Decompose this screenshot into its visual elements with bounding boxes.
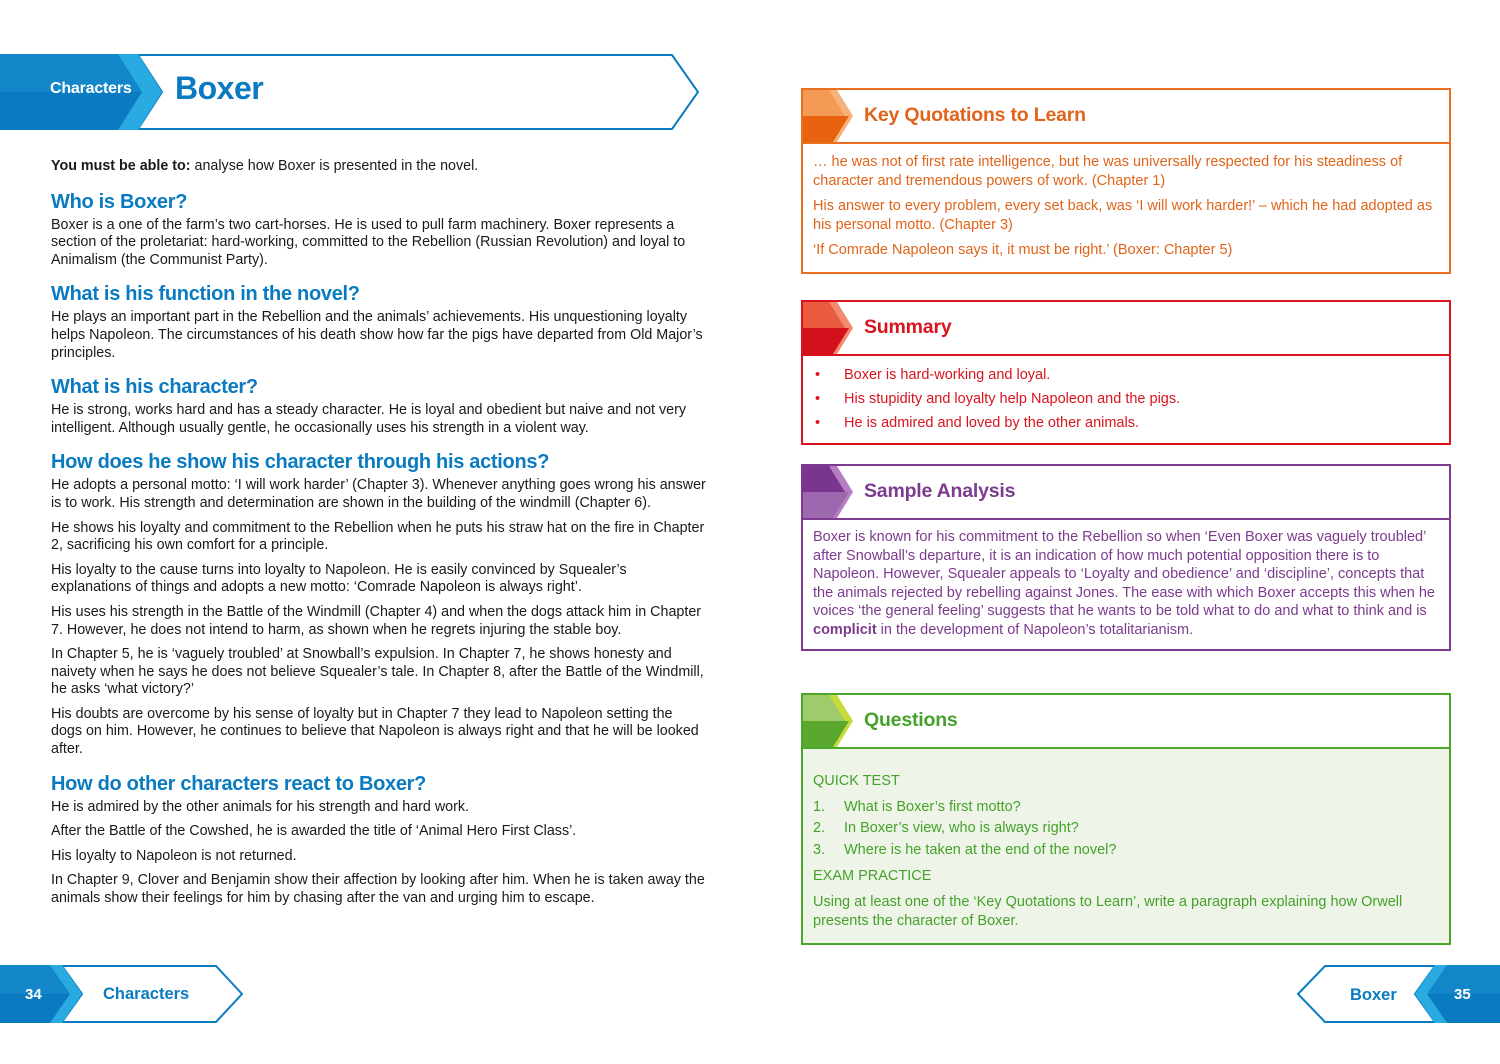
quick-test-label: QUICK TEST [813, 773, 900, 789]
question-text: Where is he taken at the end of the novel? [844, 841, 1117, 858]
question-text: In Boxer’s view, who is always right? [844, 820, 1079, 837]
objective-label: You must be able to: [51, 158, 191, 174]
summary-text: His stupidity and loyalty help Napoleon and the pigs. [844, 391, 1181, 408]
section-label: Characters [50, 80, 132, 97]
paragraph: Boxer is a one of the farm’s two cart-horses. He is used to pull farm machinery. Boxer represents a section of the proletariat: hard-working, committed to the Rebellion (Russian Revolution) and loyal to Animalism (the Communist Party). [51, 216, 686, 268]
paragraph: After the Battle of the Cowshed, he is awarded the title of ‘Animal Hero First Class’. [51, 823, 577, 840]
analysis-keyword: complicit [813, 621, 877, 638]
chevron-tab-icon [803, 466, 853, 518]
bullet-icon: • [815, 367, 821, 383]
bullet-icon: • [815, 391, 821, 408]
analysis-text: Boxer is known for his commitment to the Rebellion so when ‘Even Boxer was vaguely troubled’ after Snowball’s departure, it is an indication of how much potential opposition there is to Napoleon. However, Squealer appeals to ‘Loyalty and obedience’ and ‘discipline’, concepts that the animals rejected by rebelling against Jones. The ease with which Boxer accepts this when he voices ‘the general feeling’ suggests that he wants to be told what to do and what to think and is [813, 529, 1435, 620]
box-header [803, 695, 1449, 749]
paragraph: He adopts a personal motto: ‘I will work harder’ (Chapter 3). Whenever anything goes wrong his answer is to work. His strength and determination are shown in the building of the windmill (Chapter 6). [51, 477, 706, 511]
exam-practice-text: Using at least one of the ‘Key Quotations to Learn’, write a paragraph explaining how Orwell presents the character of Boxer. [813, 893, 1403, 929]
main-content [51, 158, 706, 921]
summary-box [801, 300, 1451, 445]
quotation: ‘If Comrade Napoleon says it, it must be right.’ (Boxer: Chapter 5) [813, 242, 1233, 259]
footer-title-label: Boxer [1350, 986, 1397, 1004]
page-number-left: 34 [25, 986, 42, 1003]
question-number: 3. [813, 841, 826, 858]
section-character [51, 375, 706, 437]
paragraph: His doubts are overcome by his sense of loyalty but in Chapter 7 they lead to Napoleon setting the dogs on him. However, he continues to believe that Napoleon is always right and that he will be looked after. [51, 705, 699, 758]
summary-item [813, 366, 1439, 385]
sample-analysis-box [801, 464, 1451, 651]
quick-test-list [813, 798, 1439, 860]
quick-test-question [813, 819, 1439, 838]
section-heading: What is his character? [51, 376, 258, 399]
bullet-icon: • [815, 415, 821, 432]
question-number: 2. [813, 820, 826, 837]
analysis-paragraph [813, 528, 1439, 640]
exam-practice-label: EXAM PRACTICE [813, 868, 932, 885]
paragraph: His loyalty to the cause turns into loyalty to Napoleon. He is easily convinced by Squealer’s explanations of things and adopts a new motto: ‘Comrade Napoleon is always right’. [51, 561, 627, 596]
section-heading: How do other characters react to Boxer? [51, 772, 427, 795]
summary-list [813, 366, 1439, 433]
quotation: … he was not of first rate intelligence, but he was universally respected for his steadiness of character and tremendous powers of work. (Chapter 1) [813, 154, 1403, 189]
box-body [803, 144, 1449, 272]
quick-test-question [813, 841, 1439, 860]
box-body [803, 356, 1449, 443]
box-title: Key Quotations to Learn [864, 104, 1086, 126]
objective-text: analyse how Boxer is presented in the novel. [190, 158, 479, 174]
section-heading: Who is Boxer? [51, 190, 188, 213]
box-body [803, 749, 1449, 943]
question-text: What is Boxer’s first motto? [844, 798, 1021, 815]
section-heading: What is his function in the novel? [51, 283, 360, 306]
box-body [803, 520, 1449, 649]
analysis-text: in the development of Napoleon’s totalitarianism. [876, 621, 1194, 638]
paragraph: In Chapter 5, he is ‘vaguely troubled’ at Snowball’s expulsion. In Chapter 7, he shows honesty and naivety when he says he does not believe Squealer’s tale. In Chapter 8, after the Battle of the Windmill, he asks ‘what victory?’ [51, 646, 704, 698]
section-actions [51, 450, 706, 758]
paragraph: His uses his strength in the Battle of the Windmill (Chapter 4) and when the dogs attack him in Chapter 7. However, he does not intend to harm, as shown when he regrets injuring the stable boy. [51, 603, 702, 638]
summary-item [813, 390, 1439, 409]
section-who-is-boxer [51, 190, 706, 270]
section-function [51, 282, 706, 362]
chevron-tab-icon [803, 302, 853, 354]
chevron-tab-icon [803, 90, 853, 142]
paragraph: He plays an important part in the Rebellion and the animals’ achievements. His unquestioning loyalty helps Napoleon. The circumstances of his death show how far the pigs have departed from Old Major’s principles. [51, 309, 703, 361]
learning-objective [51, 158, 706, 176]
box-header [803, 466, 1449, 520]
box-title: Summary [864, 316, 952, 338]
paragraph: In Chapter 9, Clover and Benjamin show their affection by looking after him. When he is taken away the animals show their feelings for him by chasing after the van and urging him to escape. [51, 872, 705, 907]
paragraph: He shows his loyalty and commitment to the Rebellion when he puts his straw hat on the fire in Chapter 2, sacrificing his own comfort for a principle. [51, 519, 705, 554]
summary-text: Boxer is hard-working and loyal. [844, 367, 1051, 383]
page-number-right: 35 [1454, 986, 1471, 1003]
key-quotations-box [801, 88, 1451, 274]
questions-box [801, 693, 1451, 945]
box-header [803, 90, 1449, 144]
box-title: Questions [864, 709, 958, 731]
chevron-tab-icon [803, 695, 853, 747]
footer-section-label: Characters [103, 985, 190, 1003]
page-title: Boxer [175, 70, 264, 106]
box-title: Sample Analysis [864, 480, 1016, 502]
section-heading: How does he show his character through his actions? [51, 451, 550, 474]
paragraph: His loyalty to Napoleon is not returned. [51, 847, 297, 864]
summary-text: He is admired and loved by the other animals. [844, 415, 1139, 432]
box-header [803, 302, 1449, 356]
section-reactions [51, 772, 706, 908]
quotation: His answer to every problem, every set back, was ‘I will work harder!’ – which he had adopted as his personal motto. (Chapter 3) [813, 198, 1433, 233]
summary-item [813, 414, 1439, 433]
question-number: 1. [813, 798, 826, 815]
paragraph: He is admired by the other animals for his strength and hard work. [51, 798, 469, 815]
quick-test-question [813, 798, 1439, 817]
paragraph: He is strong, works hard and has a steady character. He is loyal and obedient but naive and not very intelligent. Although usually gentle, he occasionally uses his strength in a violent way. [51, 402, 686, 436]
